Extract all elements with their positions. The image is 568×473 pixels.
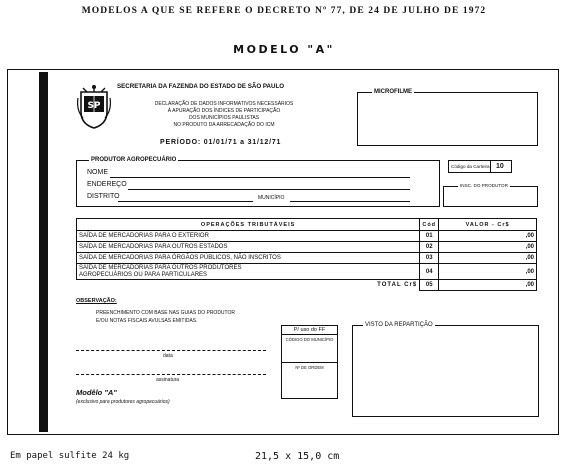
endereco-field[interactable] (128, 189, 410, 190)
distrito-label: DISTRITO (87, 193, 120, 200)
operacoes-header-desc: OPERAÇÕES TRIBUTÁVEIS (77, 219, 420, 231)
op-desc-2: SAÍDA DE MERCADORIAS PARA OUTROS ESTADOS (77, 242, 420, 253)
distrito-field[interactable] (118, 201, 253, 202)
op-desc-4 (77, 264, 420, 280)
table-row (77, 242, 537, 253)
subtitle-line-4: NO PRODUTO DA ARRECADAÇÃO DO ICM (173, 122, 275, 128)
codigo-carteira-box (448, 160, 512, 173)
signature-caption: assinatura (156, 377, 180, 383)
fisco-codigo-municipio: CÓDIGO DO MUNICÍPIO (285, 337, 334, 342)
state-seal-icon (77, 84, 111, 130)
subtitle-line-2: À APURAÇÃO DOS ÍNDICES DE PARTICIPAÇÃO (167, 108, 281, 114)
fisco-ordem: Nº DE ORDEM (295, 365, 324, 370)
periodo: PERÍODO: 01/01/71 a 31/12/71 (160, 139, 282, 146)
operacoes-header-cod: Cód (420, 219, 439, 231)
observacao-label: OBSERVAÇÃO: (76, 298, 117, 304)
total-value[interactable]: ,00 (439, 280, 537, 291)
total-label: TOTAL Cr$ (77, 280, 420, 291)
op-desc-4-line-1: SAÍDA DE MERCADORIAS PARA OUTROS PRODUTORES (79, 264, 242, 271)
secretaria-title: SECRETARIA DA FAZENDA DO ESTADO DE SÃO PAULO (117, 83, 285, 90)
visto-box (352, 322, 539, 417)
date-line[interactable] (76, 350, 266, 351)
codigo-carteira-value: 10 (496, 163, 504, 170)
nome-label: NOME (87, 169, 108, 176)
op-desc-3: SAÍDA DE MERCADORIAS PARA ÓRGÃOS PÚBLICOS, NÃO INSCRITOS (77, 253, 420, 264)
visto-label: VISTO DA REPARTIÇÃO (365, 322, 433, 328)
municipio-field[interactable] (290, 201, 410, 202)
op-desc-1: SAÍDA DE MERCADORIAS PARA O EXTERIOR (77, 231, 420, 242)
codigo-carteira-label: Código da Carteira (449, 161, 491, 172)
subtitle-line-1: DECLARAÇÃO DE DADOS INFORMATIVOS NECESSÁRIOS (154, 101, 294, 107)
table-row (77, 231, 537, 242)
table-row (77, 264, 537, 280)
operacoes-table (76, 218, 537, 291)
op-value-4[interactable]: ,00 (439, 264, 537, 280)
signature-line[interactable] (76, 374, 266, 375)
inscricao-box (443, 183, 538, 207)
footer-paper: Em papel sulfite 24 kg (10, 451, 130, 461)
op-value-3[interactable]: ,00 (439, 253, 537, 264)
total-row (77, 280, 537, 291)
municipio-label: MUNICÍPIO (258, 195, 285, 201)
model-note-name: Modêlo "A" (76, 388, 117, 397)
fisco-box (281, 325, 338, 399)
op-code-3: 03 (420, 253, 439, 264)
seal-letters: SP (87, 101, 101, 111)
produtor-label: PRODUTOR AGROPECUÁRIO (91, 157, 177, 163)
footer-dimensions: 21,5 x 15,0 cm (255, 451, 340, 462)
observacao-line-1: PREENCHIMENTO COM BASE NAS GUIAS DO PRODUTOR (96, 310, 236, 316)
op-value-1[interactable]: ,00 (439, 231, 537, 242)
op-desc-4-line-2: AGROPECUÁRIOS OU PARA PARTICULARES (79, 271, 208, 278)
subtitle-line-3: DOS MUNICÍPIOS PAULISTAS (188, 115, 260, 121)
table-row (77, 253, 537, 264)
nome-field[interactable] (110, 177, 410, 178)
decree-title: MODELOS A QUE SE REFERE O DECRETO Nº 77, DE 24 DE JULHO DE 1972 (81, 6, 487, 16)
date-caption: data (163, 353, 173, 359)
inscricao-label: INSC. DO PRODUTOR (460, 183, 508, 188)
observacao-line-2: E/OU NOTAS FISCAIS AVULSAS EMITIDAS. (96, 318, 198, 324)
op-value-2[interactable]: ,00 (439, 242, 537, 253)
operacoes-header-valor: VALOR - Cr$ (439, 219, 537, 231)
op-code-2: 02 (420, 242, 439, 253)
microfilme-box (357, 89, 538, 146)
op-code-4: 04 (420, 264, 439, 280)
fisco-title: P/ uso do FF (282, 326, 337, 335)
left-black-band (39, 72, 48, 432)
microfilme-label: MICROFILME (374, 89, 412, 95)
model-title: MODELO "A" (233, 43, 335, 56)
op-code-1: 01 (420, 231, 439, 242)
total-code: 05 (420, 280, 439, 291)
operacoes-header-row (77, 219, 537, 231)
endereco-label: ENDEREÇO (87, 181, 127, 188)
model-note-sub: (exclusivo para produtores agropecuários) (76, 399, 170, 405)
